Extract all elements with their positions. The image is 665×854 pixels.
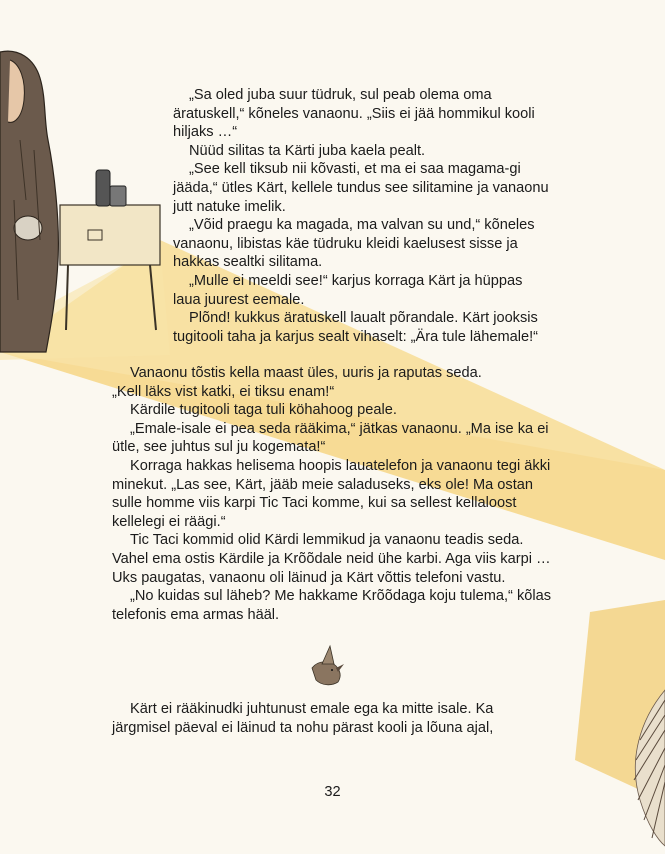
text-block-upper [173, 86, 553, 346]
paragraph: „Emale-isale ei pea seda rääkima,“ jätkas vanaonu. „Ma ise ka ei ütle, see juhtus sul ju kogemata!“ [112, 420, 549, 456]
bird-icon [312, 646, 344, 685]
paragraph: Tic Taci kommid olid Kärdi lemmikud ja vanaonu teadis seda. Vahel ema ostis Kärdile ja Krõõdale neid ühe karbi. Aga viis karpi … Uks paugatas, vanaonu oli läinud ja Kärt võttis telefoni vastu. [112, 532, 551, 586]
paragraph: „Võid praegu ka magada, ma valvan su und,“ kõneles vanaonu, libistas käe tüdruku kleidi kaelusest sisse ja hakkas sealtki silitama. [173, 217, 535, 271]
paragraph: „Kell läks vist katki, ei tiksu enam!“ [112, 383, 335, 400]
paragraph: Plõnd! kukkus äratuskell laualt põrandale. Kärt jooksis tugitooli taha ja karjus sealt vihaselt: „Ära tule lähemale!“ [173, 310, 539, 345]
paragraph: Vanaonu tõstis kella maast üles, uuris ja raputas seda. [130, 365, 482, 381]
page-number: 32 [324, 784, 341, 800]
paragraph: „Sa oled juba suur tüdruk, sul peab olema oma äratuskell,“ kõneles vanaonu. „Siis ei jää hommikul kooli hiljaks …“ [173, 87, 535, 141]
paragraph: „No kuidas sul läheb? Me hakkame Krõõdaga koju tulema,“ kõlas telefonis ema armas hääl. [112, 588, 552, 623]
uncle-figure-icon [0, 51, 58, 352]
paragraph: Kärdile tugitooli taga tuli köhahoog peale. [130, 402, 397, 419]
paragraph: Nüüd silitas ta Kärti juba kaela pealt. [189, 142, 426, 159]
text-block-lower [112, 700, 552, 737]
telephone-icon [96, 170, 126, 206]
paragraph: „Mulle ei meeldi see!“ karjus korraga Kärt ja hüppas laua juurest eemale. [173, 272, 523, 308]
paragraph: Kärt ei rääkinudki juhtunust emale ega ka mitte isale. Ka järgmisel päeval ei läinud ta nohu pärast kooli ja lõuna ajal, [112, 701, 494, 736]
paragraph: Korraga hakkas helisema hoopis lauatelefon ja vanaonu tegi äkki minekut. „Las see, Kärt, jääb meie saladuseks, eks ole! Ma ostan sulle homme viis karpi Tic Taci komme, kui sa sellest kellaloost kellelegi ei räägi.“ [112, 457, 551, 530]
paragraph: „See kell tiksub nii kõvasti, et ma ei saa magama-gi jääda,“ ütles Kärt, kellele tundus see silitamine ja vanaonu jutt natuke imelik. [173, 161, 549, 215]
text-block-middle [112, 364, 552, 624]
